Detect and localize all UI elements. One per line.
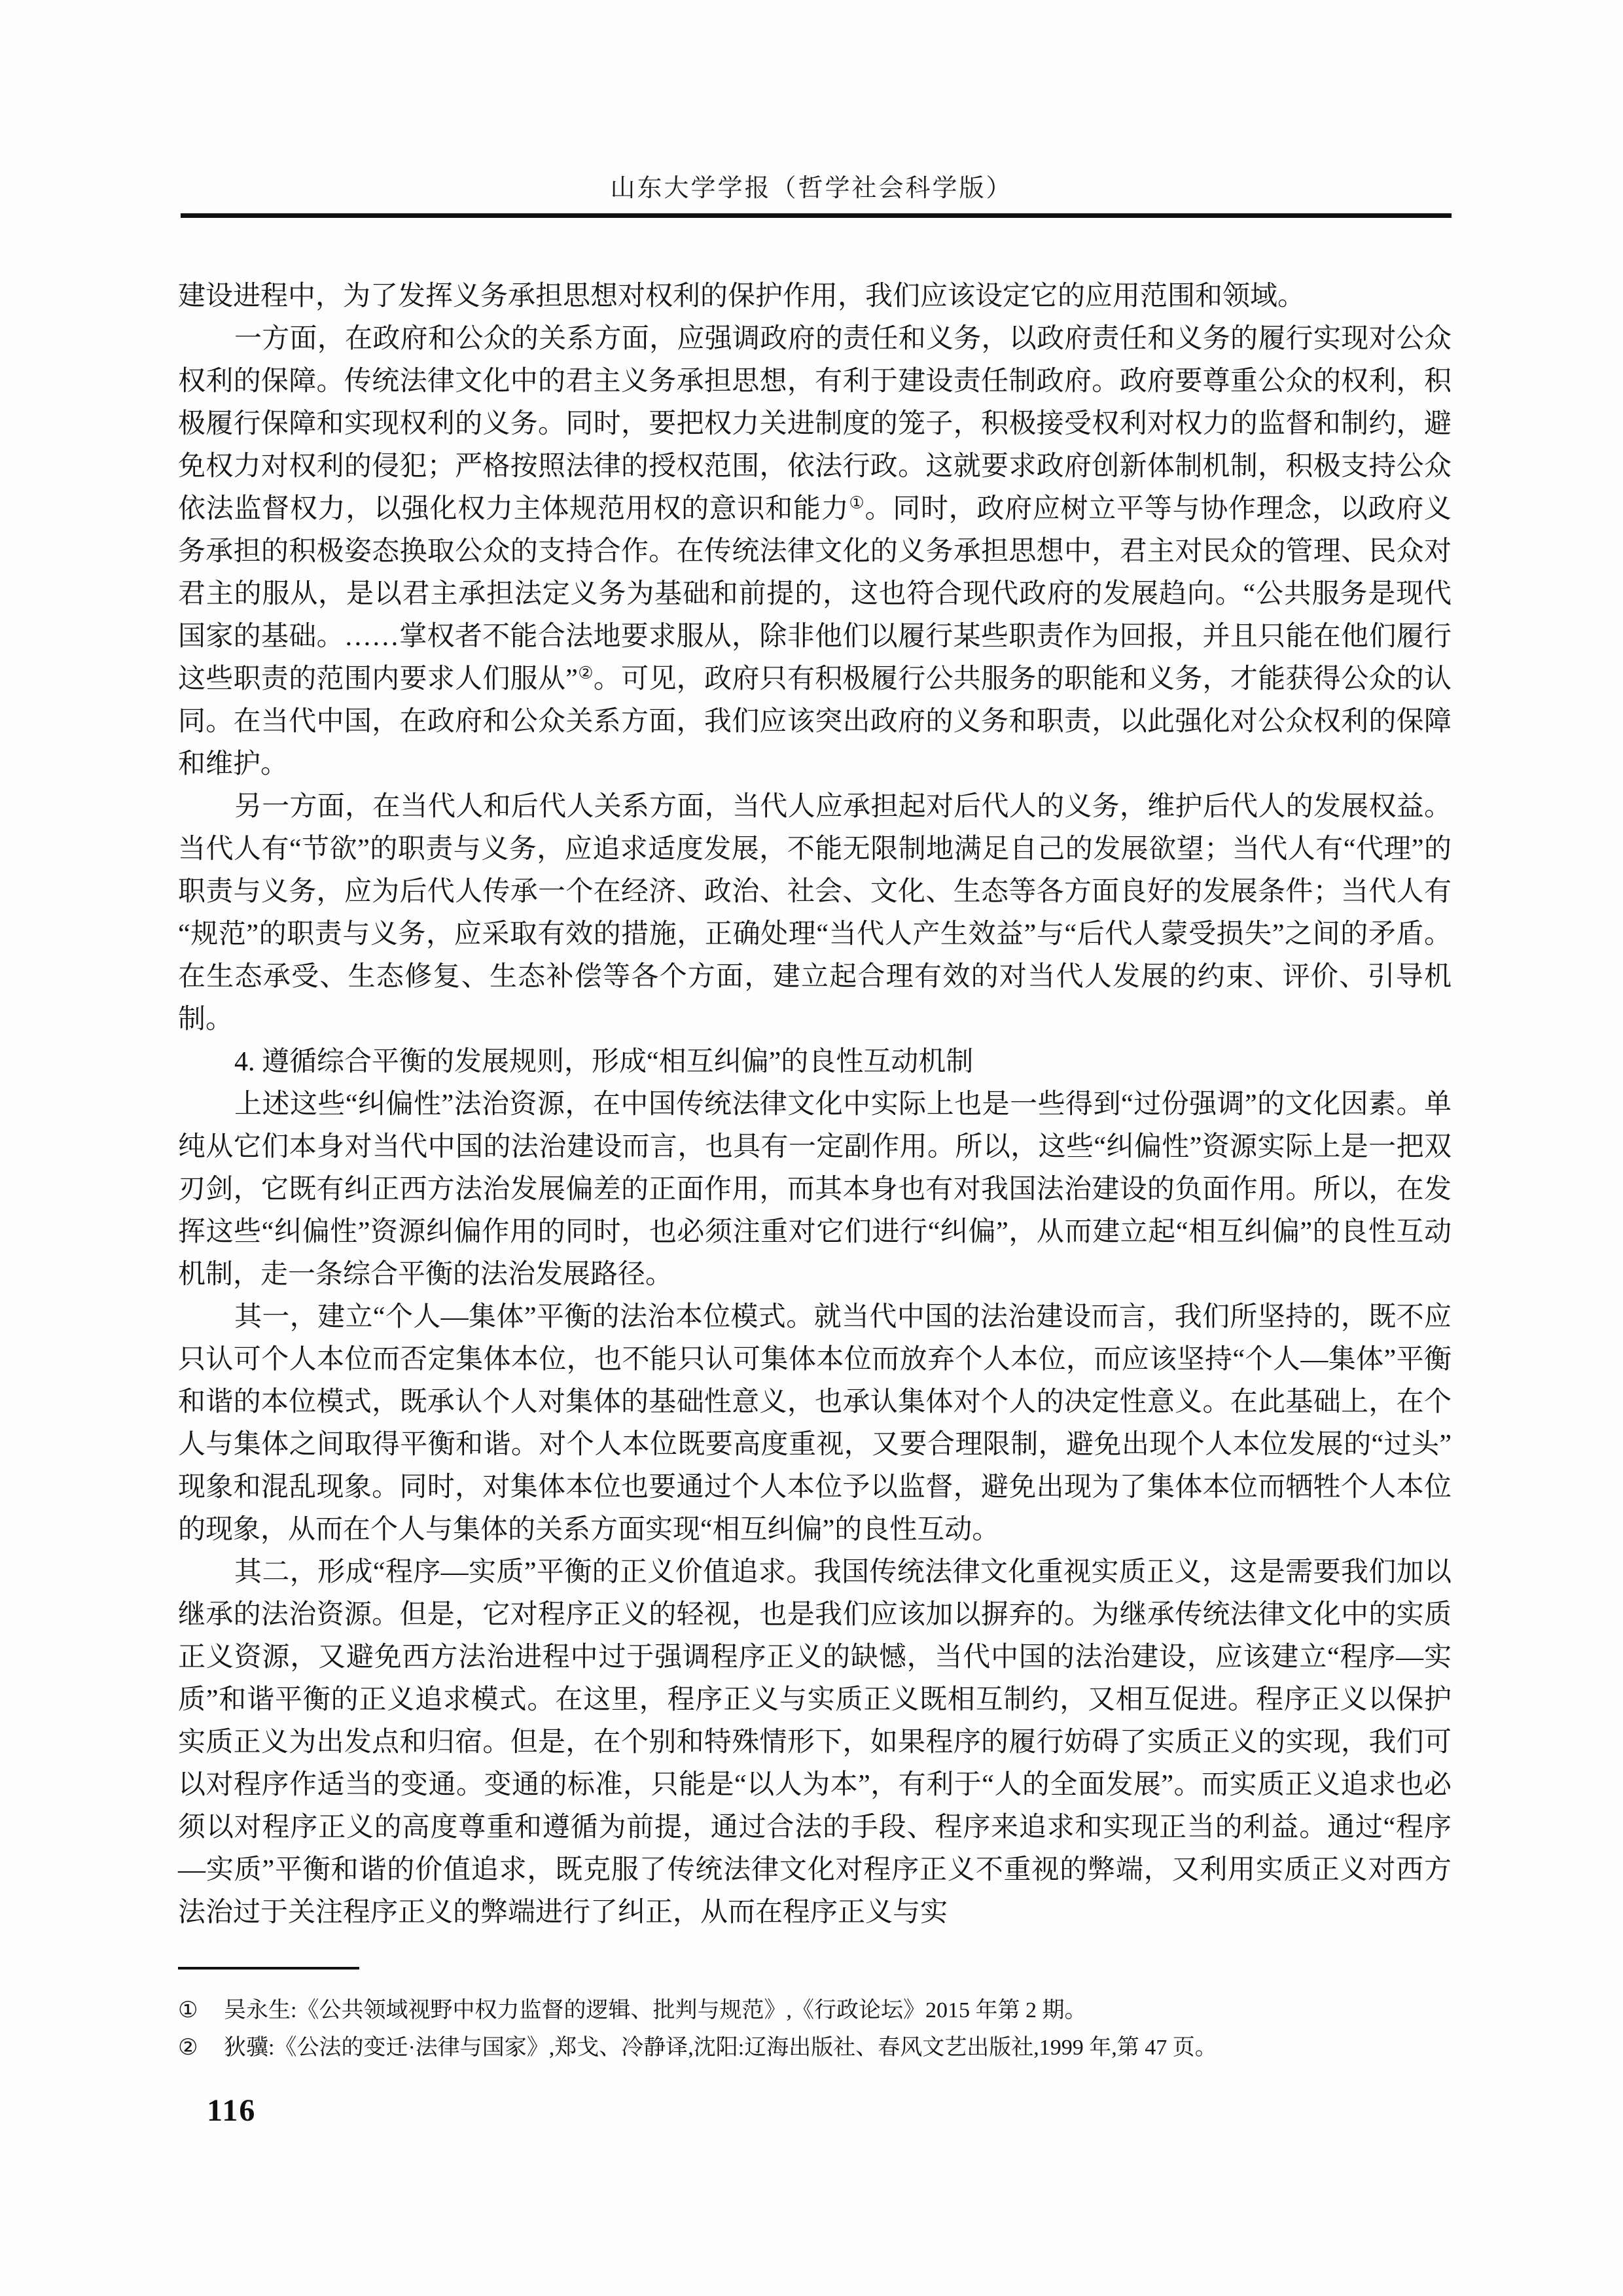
footnote-list xyxy=(178,1992,1480,2066)
footnote-ref: ② xyxy=(577,663,594,682)
footnote xyxy=(178,2029,1480,2066)
paragraph: 建设进程中，为了发挥义务承担思想对权利的保护作用，我们应该设定它的应用范围和领域。 xyxy=(178,281,1306,311)
paragraph: 另一方面，在当代人和后代人关系方面，当代人应承担起对后代人的义务，维护后代人的发展权益。当代人有“节欲”的职责与义务，应追求适度发展，不能无限制地满足自己的发展欲望；当代人有“代理”的职责与义务，应为后代人传承一个在经济、政治、社会、文化、生态等各方面良好的发展条件；当代人有“规范”的职责与义务，应采取有效的措施，正确处理“当代人产生效益”与“后代人蒙受损失”之间的矛盾。在生态承受、生态修复、生态补偿等各个方面，建立起合理有效的对当代人发展的约束、评价、引导机制。 xyxy=(178,792,1452,1034)
footnote-marker: ② xyxy=(178,2036,198,2060)
section-subheading: 4. 遵循综合平衡的发展规则，形成“相互纠偏”的良性互动机制 xyxy=(234,1047,974,1077)
paragraph: 其二，形成“程序—实质”平衡的正义价值追求。我国传统法律文化重视实质正义，这是需要我们加以继承的法治资源。但是，它对程序正义的轻视，也是我们应该加以摒弃的。为继承传统法律文化中的实质正义资源，又避免西方法治进程中过于强调程序正义的缺憾，当代中国的法治建设，应该建立“程序—实质”和谐平衡的正义追求模式。在这里，程序正义与实质正义既相互制约，又相互促进。程序正义以保护实质正义为出发点和归宿。但是，在个别和特殊情形下，如果程序的履行妨碍了实质正义的实现，我们可以对程序作适当的变通。变通的标准，只能是“以人为本”，有利于“人的全面发展”。而实质正义追求也必须以对程序正义的高度尊重和遵循为前提，通过合法的手段、程序来追求和实现正当的利益。通过“程序—实质”平衡和谐的价值追求，既克服了传统法律文化对程序正义不重视的弊端，又利用实质正义对西方法治过于关注程序正义的弊端进行了纠正，从而在程序正义与实 xyxy=(178,1557,1452,1928)
footnote-marker: ① xyxy=(178,1998,198,2022)
paragraph: 上述这些“纠偏性”法治资源，在中国传统法律文化中实际上也是一些得到“过份强调”的文化因素。单纯从它们本身对当代中国的法治建设而言，也具有一定副作用。所以，这些“纠偏性”资源实际上是一把双刃剑，它既有纠正西方法治发展偏差的正面作用，而其本身也有对我国法治建设的负面作用。所以，在发挥这些“纠偏性”资源纠偏作用的同时，也必须注重对它们进行“纠偏”，从而建立起“相互纠偏”的良性互动机制，走一条综合平衡的法治发展路径。 xyxy=(178,1089,1452,1290)
header-rule xyxy=(181,213,1452,218)
footnote-text: 吴永生:《公共领域视野中权力监督的逻辑、批判与规范》,《行政论坛》2015 年第 2 期。 xyxy=(224,1998,1087,2022)
footnote-ref: ① xyxy=(849,493,865,512)
paragraph: 一方面，在政府和公众的关系方面，应强调政府的责任和义务，以政府责任和义务的履行实现对公众权利的保障。传统法律文化中的君主义务承担思想，有利于建设责任制政府。政府要尊重公众的权利，积极履行保障和实现权利的义务。同时，要把权力关进制度的笼子，积极接受权利对权力的监督和制约，避免权力对权利的侵犯；严格按照法律的授权范围，依法行政。这就要求政府创新体制机制，积极支持公众依法监督权力，以强化权力主体规范用权的意识和能力①。同时，政府应树立平等与协作理念，以政府义务承担的积极姿态换取公众的支持合作。在传统法律文化的义务承担思想中，君主对民众的管理、民众对君主的服从，是以君主承担法定义务为基础和前提的，这也符合现代政府的发展趋向。“公共服务是现代国家的基础。……掌权者不能合法地要求服从，除非他们以履行某些职责作为回报，并且只能在他们履行这些职责的范围内要求人们服从”②。可见，政府只有积极履行公共服务的职能和义务，才能获得公众的认同。在当代中国，在政府和公众关系方面，我们应该突出政府的义务和职责，以此强化对公众权利的保障和维护。 xyxy=(178,324,1452,779)
footnote-separator xyxy=(178,1967,359,1969)
footnote-text: 狄骥:《公法的变迁·法律与国家》,郑戈、冷静译,沈阳:辽海出版社、春风文艺出版社,1999 年,第 47 页。 xyxy=(224,2036,1217,2060)
paragraph: 其一，建立“个人—集体”平衡的法治本位模式。就当代中国的法治建设而言，我们所坚持的，既不应只认可个人本位而否定集体本位，也不能只认可集体本位而放弃个人本位，而应该坚持“个人—集体”平衡和谐的本位模式，既承认个人对集体的基础性意义，也承认集体对个人的决定性意义。在此基础上，在个人与集体之间取得平衡和谐。对个人本位既要高度重视，又要合理限制，避免出现个人本位发展的“过头”现象和混乱现象。同时，对集体本位也要通过个人本位予以监督，避免出现为了集体本位而牺牲个人本位的现象，从而在个人与集体的关系方面实现“相互纠偏”的良性互动。 xyxy=(178,1302,1452,1545)
running-header xyxy=(0,168,1623,203)
footnote xyxy=(178,1992,1480,2029)
page-number: 116 xyxy=(207,2093,257,2128)
journal-title: 山东大学学报（哲学社会科学版） xyxy=(610,175,1013,202)
article-body xyxy=(178,275,1452,1934)
